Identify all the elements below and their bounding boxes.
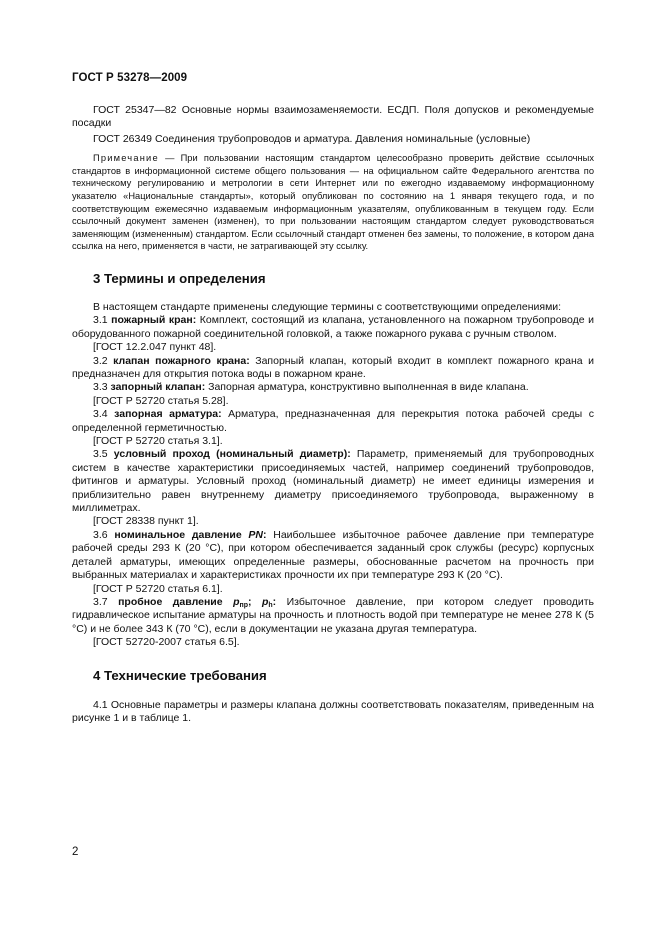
term-text: Комплект, состоящий из клапана, установленного на пожарном трубопроводе и оборудованного пожарной соединительной головкой, а также пожарного рукава с ручным стволом. [72, 314, 594, 340]
term-definition [72, 355, 594, 382]
term-source: [ГОСТ 12.2.047 пункт 48]. [93, 341, 217, 354]
term-subscript: пр [239, 601, 248, 609]
term-number: 3.6 [93, 528, 115, 541]
term-symbol: p [233, 595, 240, 608]
term-text: Арматура, предназначенная для перекрытия потока рабочей среды с определенной герметичностью. [72, 408, 594, 434]
term-definition [72, 381, 594, 394]
term-definition [72, 314, 594, 341]
section-4-heading: 4 Технические требования [93, 667, 267, 683]
term-name: клапан пожарного крана: [113, 354, 250, 367]
document-header: ГОСТ Р 53278—2009 [72, 72, 188, 84]
term-symbol: PN [248, 528, 263, 541]
term-separator: ; [248, 595, 262, 608]
term-subscript: h [268, 601, 273, 609]
section-3-intro: В настоящем стандарте применены следующие термины с соответствующими определениями: [93, 300, 562, 313]
term-name: пробное давление [118, 595, 234, 608]
term-definition [72, 408, 594, 435]
term-name: запорная арматура: [114, 408, 222, 421]
section-3-heading: 3 Термины и определения [93, 270, 266, 286]
term-source: [ГОСТ 28338 пункт 1]. [93, 515, 199, 528]
term-source: [ГОСТ Р 52720 статья 6.1]. [93, 582, 223, 595]
term-text: Наибольшее избыточное рабочее давление при температуре рабочей среды 293 К (20 °С), при котором обеспечивается заданный срок службы (ресурс) корпусных деталей арматуры, имеющих определенные размеры, обоснованные расчетом на прочность при выбранных материалах и характеристиках прочности их при температуре 293 К (20 °С). [72, 528, 595, 582]
term-number: 3.1 [93, 314, 112, 327]
term-source: [ГОСТ 52720-2007 статья 6.5]. [93, 636, 240, 649]
term-source: [ГОСТ Р 52720 статья 5.28]. [93, 394, 229, 407]
note-text: — При пользовании настоящим стандартом целесообразно проверить действие ссылочных стандартов в информационной системе общего пользования — на официальном сайте Федерального агентства по техническому регулированию и метрологии в сети Интернет или по ежегодно издаваемому информационному указателю «Национальные стандарты», который опубликован по состоянию на 1 января текущего года, и по соответствующим ежемесячно издаваемым информационным указателям, опубликованным в текущем году. Если ссылочный документ заменен (изменен), то при пользовании настоящим стандартом следует руководствоваться заменяющим (измененным) стандартом. Если ссылочный стандарт отменен без замены, то положение, в котором дана ссылка на него, применяется в части, не затрагивающей эту ссылку. [72, 153, 594, 252]
note-label: Примечание [93, 153, 159, 164]
term-text: Параметр, применяемый для трубопроводных систем в качестве характеристики присоединяемых частей, например соединений трубопроводов, фитингов и арматуры. Условный проход (номинальный диаметр) не имеет единицы измерения и приблизительно равен внутреннему диаметру присоединяемого трубопровода, выраженному в миллиметрах. [72, 448, 594, 515]
term-name: условный проход (номинальный диаметр): [113, 448, 351, 461]
term-colon: : [263, 528, 267, 541]
term-number: 3.7 [93, 595, 119, 608]
reference-item: ГОСТ 26349 Соединения трубопроводов и арматура. Давления номинальные (условные) [93, 132, 531, 145]
term-text: Запорная арматура, конструктивно выполненная в виде клапана. [205, 381, 529, 394]
term-number: 3.4 [93, 408, 115, 421]
term-name: пожарный кран: [111, 314, 197, 327]
term-name: запорный клапан: [110, 381, 206, 394]
term-number: 3.5 [93, 448, 114, 461]
term-definition [72, 529, 594, 583]
reference-item: ГОСТ 25347—82 Основные нормы взаимозаменяемости. ЕСДП. Поля допусков и рекомендуемые посадки [72, 104, 594, 130]
page-number: 2 [72, 846, 79, 858]
term-number: 3.3 [93, 381, 111, 394]
term-text: Запорный клапан, который входит в комплект пожарного крана и предназначен для открытия потока воды в пожарном кране. [72, 354, 595, 380]
section-4-paragraph: 4.1 Основные параметры и размеры клапана должны соответствовать показателям, приведенным на рисунке 1 и в таблице 1. [72, 698, 594, 724]
term-definition [72, 596, 594, 636]
term-text: Избыточное давление, при котором следует проводить гидравлическое испытание арматуры на прочность и плотность водой при температуре не менее 278 К (5 °С) и не более 343 К (70 °С), если в документации не указана другая температура. [72, 595, 595, 635]
term-number: 3.2 [93, 354, 114, 367]
note-paragraph [72, 152, 594, 253]
term-name: номинальное давление [114, 528, 249, 541]
term-definition [72, 448, 594, 515]
term-colon: : [272, 595, 277, 608]
term-symbol: p [261, 595, 269, 608]
term-source: [ГОСТ Р 52720 статья 3.1]. [93, 435, 223, 448]
document-body [72, 104, 594, 725]
